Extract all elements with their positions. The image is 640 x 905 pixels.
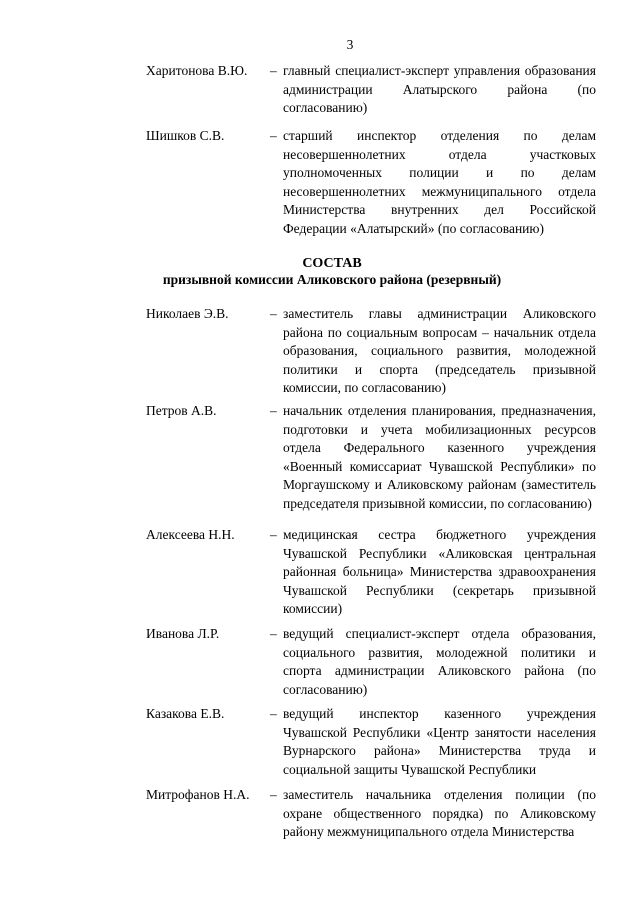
member-description: начальник отделения планирования, предназначения, подготовки и учета мобилизационных ресурсов отдела Федерального казенного учреждения «Военный комиссариат Чувашской Республики» по Моргаушскому и Аликовскому районам (заместитель председателя призывной комиссии, по согласованию) [283,403,596,511]
member-dash: – [270,626,277,641]
section-subtitle: призывной комиссии Аликовского района (резервный) [162,272,502,287]
member-description: заместитель начальника отделения полиции (по охране общественного порядка) по Аликовскому району межмуниципального отдела Министерства [283,787,596,839]
member-name: Николаев Э.В. [146,306,229,321]
member-dash: – [270,306,277,321]
member-name: Иванова Л.Р. [146,626,220,641]
member-name: Митрофанов Н.А. [146,787,250,802]
member-description: ведущий специалист-эксперт отдела образования, социального развития, молодежной политики и спорта администрации Аликовского района (по согласованию) [283,626,596,697]
member-description: старший инспектор отделения по делам несовершеннолетних отдела участковых уполномоченных полиции и по делам несовершеннолетних межмуниципального отдела Министерства внутренних дел Российской Федерации «Алатырский» (по согласованию) [283,128,596,236]
member-dash: – [270,527,277,542]
member-dash: – [270,403,277,418]
member-name: Алексеева Н.Н. [146,527,235,542]
member-description: медицинская сестра бюджетного учреждения Чувашской Республики «Аликовская центральная районная больница» Министерства здравоохранения Чувашской Республики (секретарь призывной комиссии) [283,527,596,616]
member-dash: – [270,128,277,143]
member-name: Шишков С.В. [146,128,225,143]
member-dash: – [270,787,277,802]
member-dash: – [270,706,277,721]
member-name: Казакова Е.В. [146,706,225,721]
member-dash: – [270,63,277,78]
member-description: заместитель главы администрации Аликовского района по социальным вопросам – начальник отдела образования, социального развития, молодежной политики и спорта (председатель призывной комиссии, по согласованию) [283,306,596,395]
member-name: Петров А.В. [146,403,217,418]
member-description: ведущий инспектор казенного учреждения Чувашской Республики «Центр занятости населения Вурнарского района» Министерства труда и социальной защиты Чувашской Республики [283,706,596,777]
member-name: Харитонова В.Ю. [146,63,248,78]
page-number: 3 [346,37,354,52]
section-title: СОСТАВ [302,256,362,271]
member-description: главный специалист-эксперт управления образования администрации Алатырского района (по согласованию) [283,63,596,115]
